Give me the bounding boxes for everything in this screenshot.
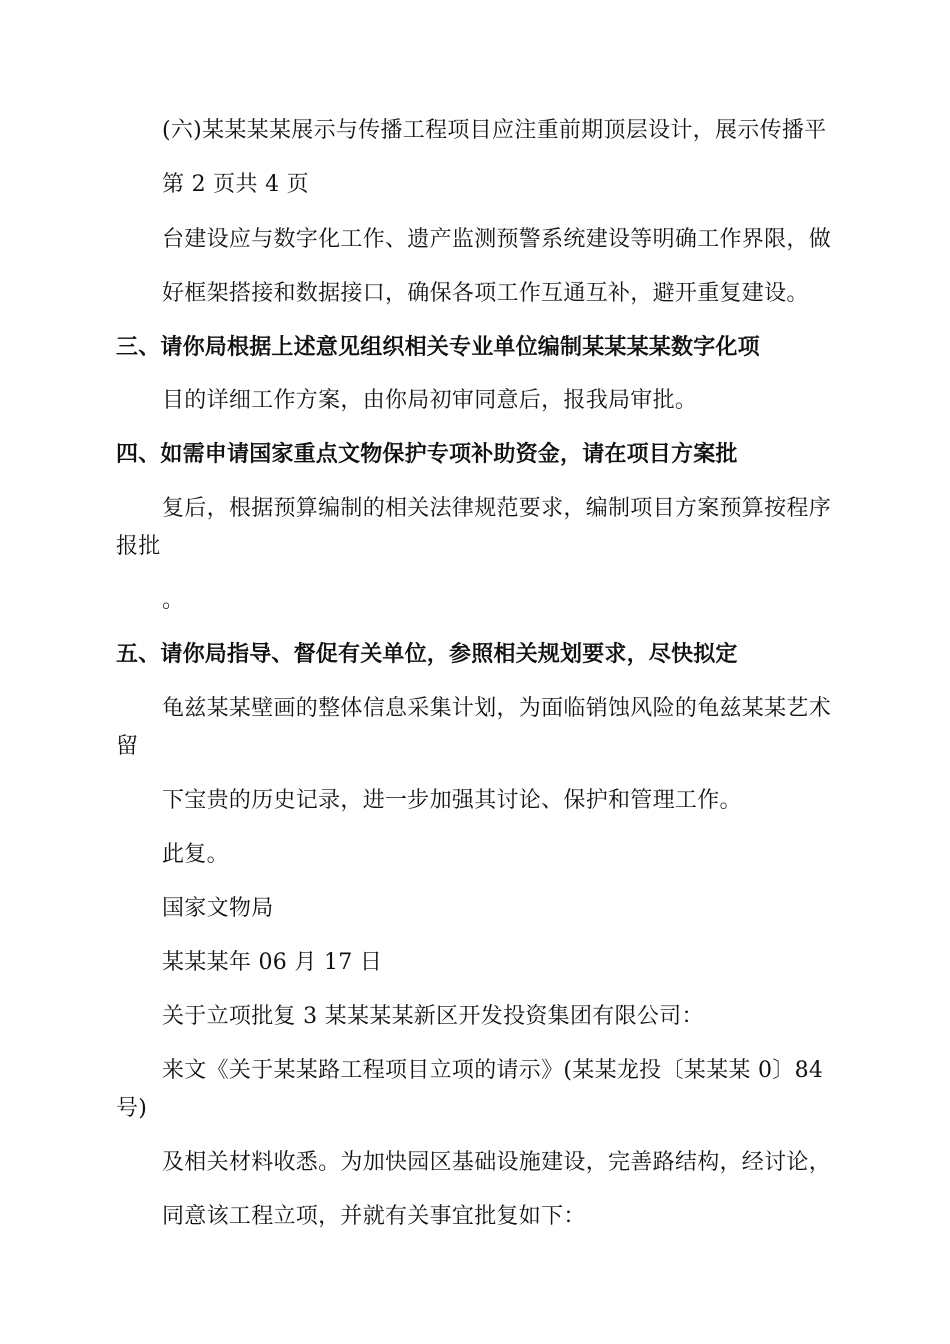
section-heading: 四、如需申请国家重点文物保护专项补助资金，请在项目方案批 [116,442,738,467]
section-heading: 三、请你局根据上述意见组织相关专业单位编制某某某某数字化项 [116,335,760,360]
issuer-name: 国家文物局 [162,896,274,921]
closing-line: 此复。 [162,842,229,867]
paragraph-line: 龟兹某某壁画的整体信息采集计划，为面临销蚀风险的龟兹某某艺术 [162,696,832,721]
paragraph-line: (六)某某某某展示与传播工程项目应注重前期顶层设计，展示传播平 [162,118,827,143]
paragraph-line: 复后，根据预算编制的相关法律规范要求，编制项目方案预算按程序 [162,496,832,521]
paragraph-line: 好框架搭接和数据接口，确保各项工作互通互补，避开重复建设。 [162,281,809,306]
paragraph-line: 目的详细工作方案，由你局初审同意后，报我局审批。 [162,388,698,413]
paragraph-line: 及相关材料收悉。为加快园区基础设施建设，完善路结构，经讨论， [162,1150,832,1175]
paragraph-line: 号) [116,1096,148,1121]
paragraph-line: 来文《关于某某路工程项目立项的请示》(某某龙投〔某某某 0〕84 [162,1058,824,1083]
paragraph-line: 报批 [116,534,161,559]
paragraph-line: 。 [162,588,185,613]
paragraph-line: 下宝贵的历史记录，进一步加强其讨论、保护和管理工作。 [162,788,742,813]
paragraph-line: 留 [116,734,139,759]
paragraph-line: 关于立项批复 3 某某某某新区开发投资集团有限公司： [162,1004,704,1029]
paragraph-line: 台建设应与数字化工作、遗产监测预警系统建设等明确工作界限，做 [162,227,832,252]
issue-date: 某某某年 06 月 17 日 [162,950,383,975]
paragraph-line: 同意该工程立项，并就有关事宜批复如下： [162,1204,586,1229]
page-number: 第 2 页共 4 页 [162,172,309,197]
section-heading: 五、请你局指导、督促有关单位，参照相关规划要求，尽快拟定 [116,642,738,667]
